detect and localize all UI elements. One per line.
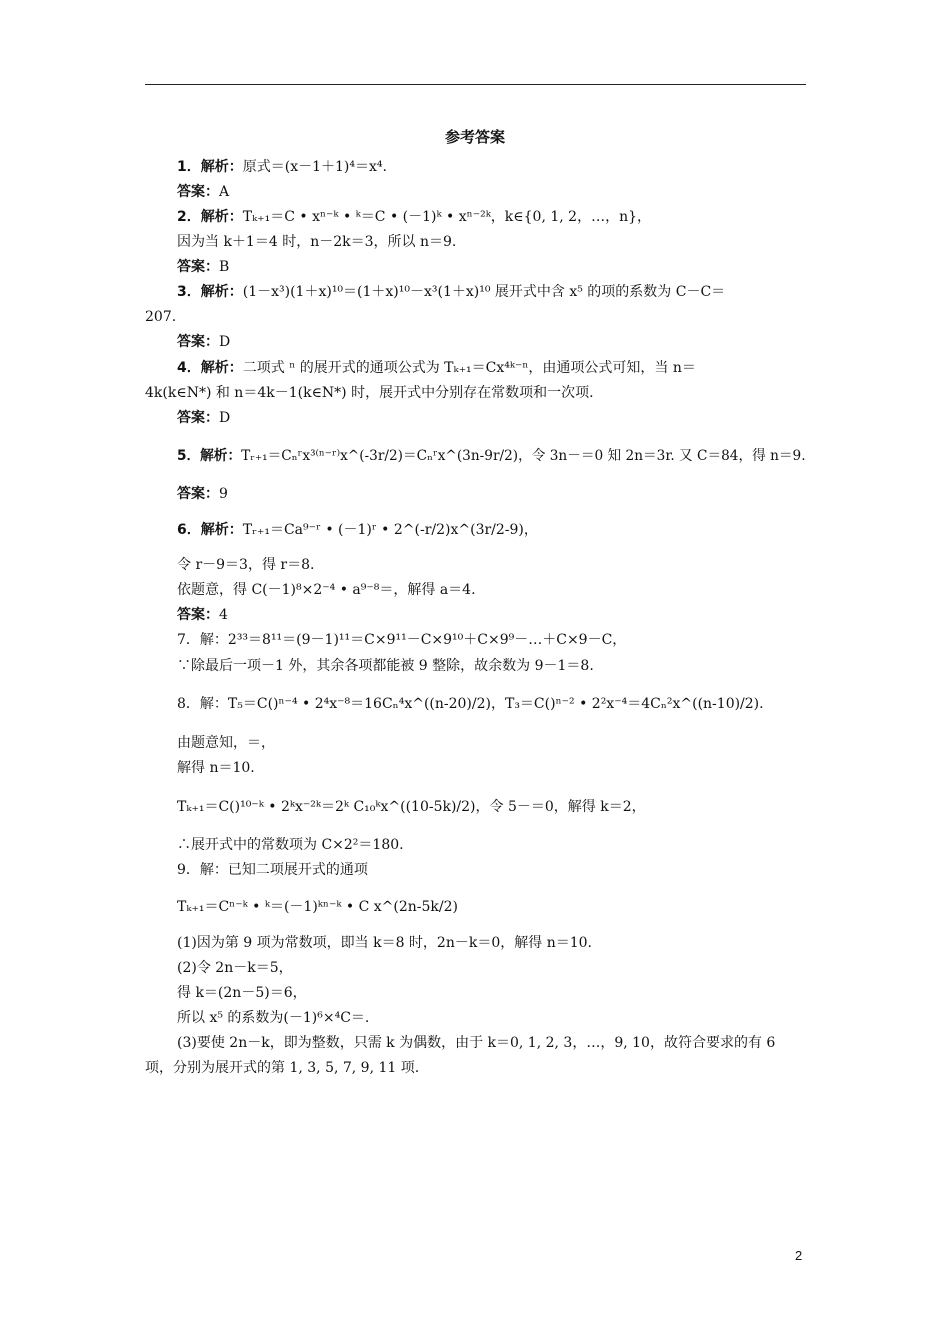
- line-text: Tₖ₊₁＝C()¹⁰⁻ᵏ • 2ᵏx⁻²ᵏ＝2ᵏ C₁₀ᵏx^((10-5k)/2)，令 5－＝0，解得 k＝2，: [177, 799, 646, 815]
- line-7: [145, 307, 176, 327]
- line-text: (2)令 2n－k＝5，: [177, 960, 293, 976]
- line-31: [177, 1033, 775, 1053]
- line-30: [177, 1008, 369, 1028]
- line-27: [177, 933, 592, 953]
- line-23: [177, 797, 646, 817]
- line-3: [177, 207, 651, 227]
- line-text: Tₖ₊₁＝C • xⁿ⁻ᵏ • ᵏ＝C • (－1)ᵏ • xⁿ⁻²ᵏ，k∈{0, 1, 2，…，n}，: [242, 209, 652, 225]
- line-32: [145, 1058, 419, 1078]
- line-text: ∵除最后一项－1 外，其余各项都能被 9 整除，故余数为 9－1＝8.: [177, 658, 594, 674]
- line-text: 原式＝(x－1＋1)⁴＝x⁴.: [242, 159, 387, 175]
- line-25: [177, 860, 368, 880]
- line-4: [177, 232, 456, 252]
- line-text: D: [219, 334, 231, 350]
- line-20: [177, 694, 764, 714]
- line-text: 由题意知，＝，: [177, 735, 275, 751]
- line-text: Tᵣ₊₁＝Cₙʳx³⁽ⁿ⁻ʳ⁾x^(-3r/2)＝Cₙʳx^(3n-9r/2)，令 3n－＝0 知 2n＝3r. 又 C＝84，得 n＝9.: [241, 448, 806, 464]
- line-text: 207.: [145, 309, 177, 325]
- line-text: (3)要使 2n－k，即为整数，只需 k 为偶数，由于 k＝0, 1, 2, 3，…，9, 10，故符合要求的有 6: [177, 1035, 776, 1051]
- line-text: 9．解：已知二项展开式的通项: [177, 862, 368, 878]
- line-26: [177, 897, 458, 917]
- line-11: [177, 408, 230, 428]
- line-text: Tᵣ₊₁＝Ca⁹⁻ʳ • (－1)ʳ • 2^(-r/2)x^(3r/2-9)，: [242, 522, 538, 538]
- line-1: [177, 157, 387, 177]
- page-number: 2: [795, 1248, 803, 1263]
- line-text: 9: [219, 486, 228, 502]
- line-label: 5．解析：: [177, 448, 242, 464]
- line-text: B: [219, 259, 230, 275]
- line-text: 因为当 k＋1＝4 时，n－2k＝3，所以 n＝9.: [177, 234, 457, 250]
- line-10: [145, 383, 594, 403]
- line-text: 8．解：T₅＝C()ⁿ⁻⁴ • 2⁴x⁻⁸＝16Cₙ⁴x^((n-20)/2)，T₃＝C()ⁿ⁻² • 2²x⁻⁴＝4Cₙ²x^((n-10)/2).: [177, 696, 764, 712]
- line-text: 依题意，得 C(－1)⁸×2⁻⁴ • a⁹⁻⁸＝，解得 a＝4.: [177, 582, 476, 598]
- line-9: [177, 358, 696, 378]
- line-label: 答案：: [177, 410, 219, 426]
- line-label: 答案：: [177, 259, 219, 275]
- line-13: [177, 484, 228, 504]
- line-22: [177, 758, 255, 778]
- line-text: 得 k＝(2n－5)＝6，: [177, 985, 307, 1001]
- line-5: [177, 257, 229, 277]
- line-text: Tₖ₊₁＝Cⁿ⁻ᵏ • ᵏ＝(－1)ᵏⁿ⁻ᵏ • C x^(2n-5k/2): [177, 899, 459, 915]
- line-label: 6．解析：: [177, 522, 243, 538]
- line-text: 所以 x⁵ 的系数为(－1)⁶×⁴C＝.: [177, 1010, 370, 1026]
- line-15: [177, 555, 314, 575]
- line-label: 3．解析：: [177, 284, 243, 300]
- line-label: 4．解析：: [177, 360, 243, 376]
- line-text: (1)因为第 9 项为常数项，即当 k＝8 时，2n－k＝0，解得 n＝10.: [177, 935, 592, 951]
- line-18: [177, 630, 626, 650]
- line-8: [177, 332, 230, 352]
- line-6: [177, 282, 725, 302]
- line-label: 答案：: [177, 184, 219, 200]
- line-text: 令 r－9＝3，得 r＝8.: [177, 557, 315, 573]
- line-text: D: [219, 410, 231, 426]
- line-text: 项，分别为展开式的第 1, 3, 5, 7, 9, 11 项.: [145, 1060, 420, 1076]
- line-24: [177, 835, 404, 855]
- line-text: 解得 n＝10.: [177, 760, 255, 776]
- line-label: 答案：: [177, 486, 219, 502]
- line-14: [177, 520, 538, 540]
- line-text: A: [219, 184, 230, 200]
- line-text: 4: [219, 607, 228, 623]
- line-text: 二项式 ⁿ 的展开式的通项公式为 Tₖ₊₁＝Cx⁴ᵏ⁻ⁿ，由通项公式可知，当 n＝: [242, 360, 696, 376]
- page-title: 参考答案: [444, 128, 505, 146]
- line-2: [177, 182, 229, 202]
- line-29: [177, 983, 307, 1003]
- line-text: 7．解：2³³＝8¹¹＝(9－1)¹¹＝C×9¹¹－C×9¹⁰＋C×9⁹－…＋C×9－C，: [177, 632, 627, 648]
- line-text: (1－x³)(1＋x)¹⁰＝(1＋x)¹⁰－x³(1＋x)¹⁰ 展开式中含 x⁵ 的项的系数为 C－C＝: [242, 284, 726, 300]
- line-label: 2．解析：: [177, 209, 243, 225]
- line-text: ∴展开式中的常数项为 C×2²＝180.: [177, 837, 404, 853]
- line-text: 4k(k∈N*) 和 n＝4k－1(k∈N*) 时，展开式中分别存在常数项和一次项.: [145, 385, 594, 401]
- line-label: 答案：: [177, 334, 219, 350]
- line-12: [177, 446, 806, 466]
- header-rule: [145, 84, 806, 85]
- line-19: [177, 656, 594, 676]
- line-28: [177, 958, 293, 978]
- line-17: [177, 605, 228, 625]
- line-16: [177, 580, 476, 600]
- line-label: 答案：: [177, 607, 219, 623]
- line-label: 1．解析：: [177, 159, 243, 175]
- line-21: [177, 733, 275, 753]
